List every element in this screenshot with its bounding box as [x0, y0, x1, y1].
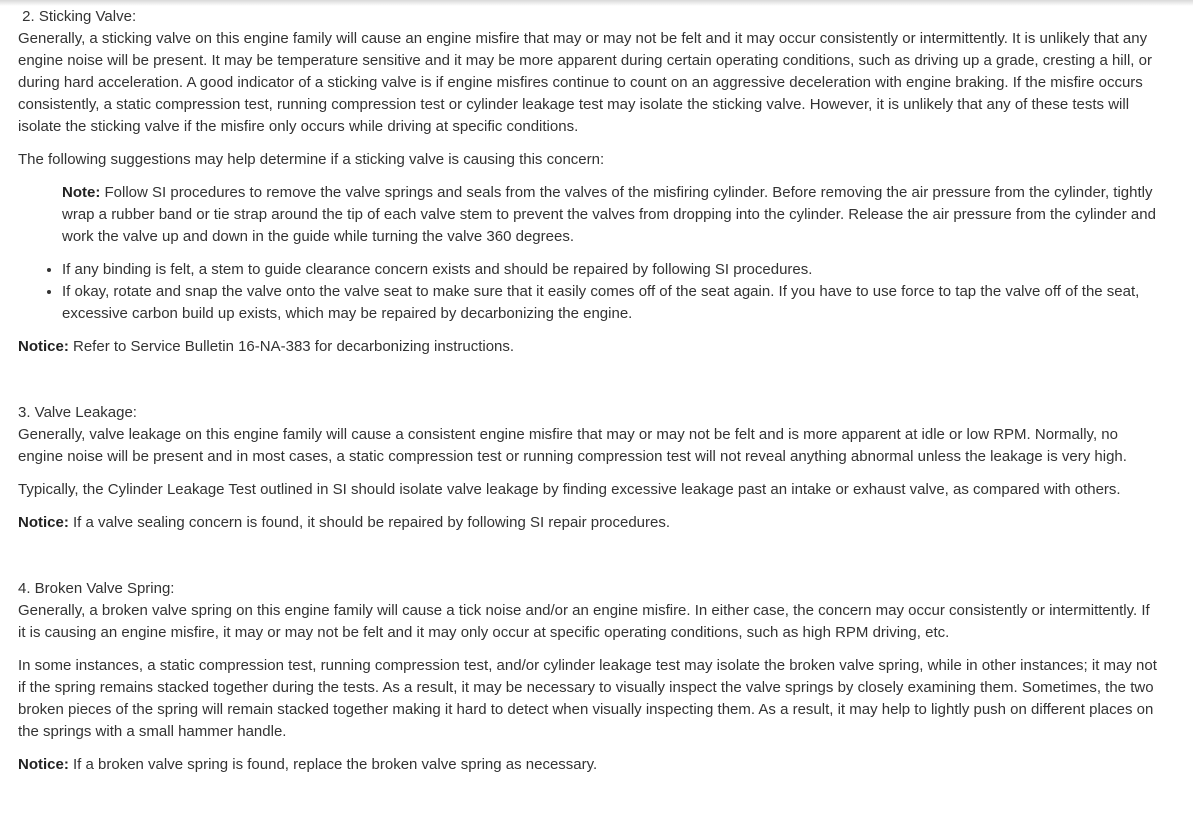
- notice-label: Notice:: [18, 338, 69, 355]
- paragraph: Typically, the Cylinder Leakage Test outlined in SI should isolate valve leakage by finding excessive leakage past an intake or exhaust valve, as compared with others.: [18, 481, 1121, 498]
- notice: [18, 336, 1158, 358]
- section-spacer: [18, 545, 1158, 578]
- section-title: 3. Valve Leakage:: [18, 404, 137, 421]
- list-item: • If okay, rotate and snap the valve onto the valve seat to make sure that it easily comes off of the seat again. If you have to use force to tap the valve off of the seat, excessive carbon build up exists, which may be repaired by decarbonizing the engine.: [62, 281, 1158, 325]
- notice-text: Refer to Service Bulletin 16-NA-383 for decarbonizing instructions.: [68, 338, 515, 355]
- section-valve-leakage: [18, 402, 1158, 534]
- notice-text: If a broken valve spring is found, replace the broken valve spring as necessary.: [68, 756, 598, 773]
- notice: [18, 754, 1158, 776]
- paragraph: The following suggestions may help determine if a sticking valve is causing this concern:: [18, 151, 605, 168]
- section-title: 2. Sticking Valve:: [18, 8, 137, 25]
- paragraph: Generally, a sticking valve on this engine family will cause an engine misfire that may or may not be felt and it may occur consistently or intermittently. It is unlikely that any engine noise will be present. It may be temperature sensitive and it may be more apparent during certain operating conditions, such as driving up a grade, cresting a hill, or during hard acceleration. A good indicator of a sticking valve is if engine misfires continue to count on an aggressive deceleration with engine braking. If the misfire occurs consistently, a static compression test, running compression test or cylinder leakage test may isolate the sticking valve. However, it is unlikely that any of these tests will isolate the sticking valve if the misfire only occurs while driving at specific conditions.: [18, 30, 1152, 135]
- notice-label: Notice:: [18, 756, 69, 773]
- notice: [18, 512, 1158, 534]
- bullet-list: [18, 259, 1158, 325]
- list-item: • If any binding is felt, a stem to guide clearance concern exists and should be repaired by following SI procedures.: [62, 259, 1158, 281]
- paragraph: Generally, valve leakage on this engine family will cause a consistent engine misfire that may or may not be felt and is more apparent at idle or low RPM. Normally, no engine noise will be present and in most cases, a static compression test or running compression test will not reveal anything abnormal unless the leakage is very high.: [18, 426, 1127, 465]
- paragraph: In some instances, a static compression test, running compression test, and/or cylinder leakage test may isolate the broken valve spring, while in other instances; it may not if the spring remains stacked together during the tests. As a result, it may be necessary to visually inspect the valve springs by closely examining them. Sometimes, the two broken pieces of the spring will remain stacked together making it hard to detect when visually inspecting them. As a result, it may help to lightly push on different places on the springs with a small hammer handle.: [18, 657, 1157, 740]
- note-block: [62, 182, 1158, 248]
- section-sticking-valve: [18, 6, 1158, 358]
- section-title: 4. Broken Valve Spring:: [18, 580, 175, 597]
- notice-text: If a valve sealing concern is found, it should be repaired by following SI repair procedures.: [68, 514, 671, 531]
- document-content: [18, 6, 1158, 787]
- notice-label: Notice:: [18, 514, 69, 531]
- section-spacer: [18, 369, 1158, 402]
- note-text: Follow SI procedures to remove the valve springs and seals from the valves of the misfiring cylinder. Before removing the air pressure from the cylinder, tightly wrap a rubber band or tie strap around the tip of each valve stem to prevent the valves from dropping into the cylinder. Release the air pressure from the cylinder and work the valve up and down in the guide while turning the valve 360 degrees.: [62, 184, 1156, 245]
- section-broken-valve-spring: [18, 578, 1158, 776]
- note-label: Note:: [62, 184, 101, 201]
- paragraph: Generally, a broken valve spring on this engine family will cause a tick noise and/or an engine misfire. In either case, the concern may occur consistently or intermittently. If it is causing an engine misfire, it may or may not be felt and it may only occur at specific operating conditions, such as high RPM driving, etc.: [18, 602, 1150, 641]
